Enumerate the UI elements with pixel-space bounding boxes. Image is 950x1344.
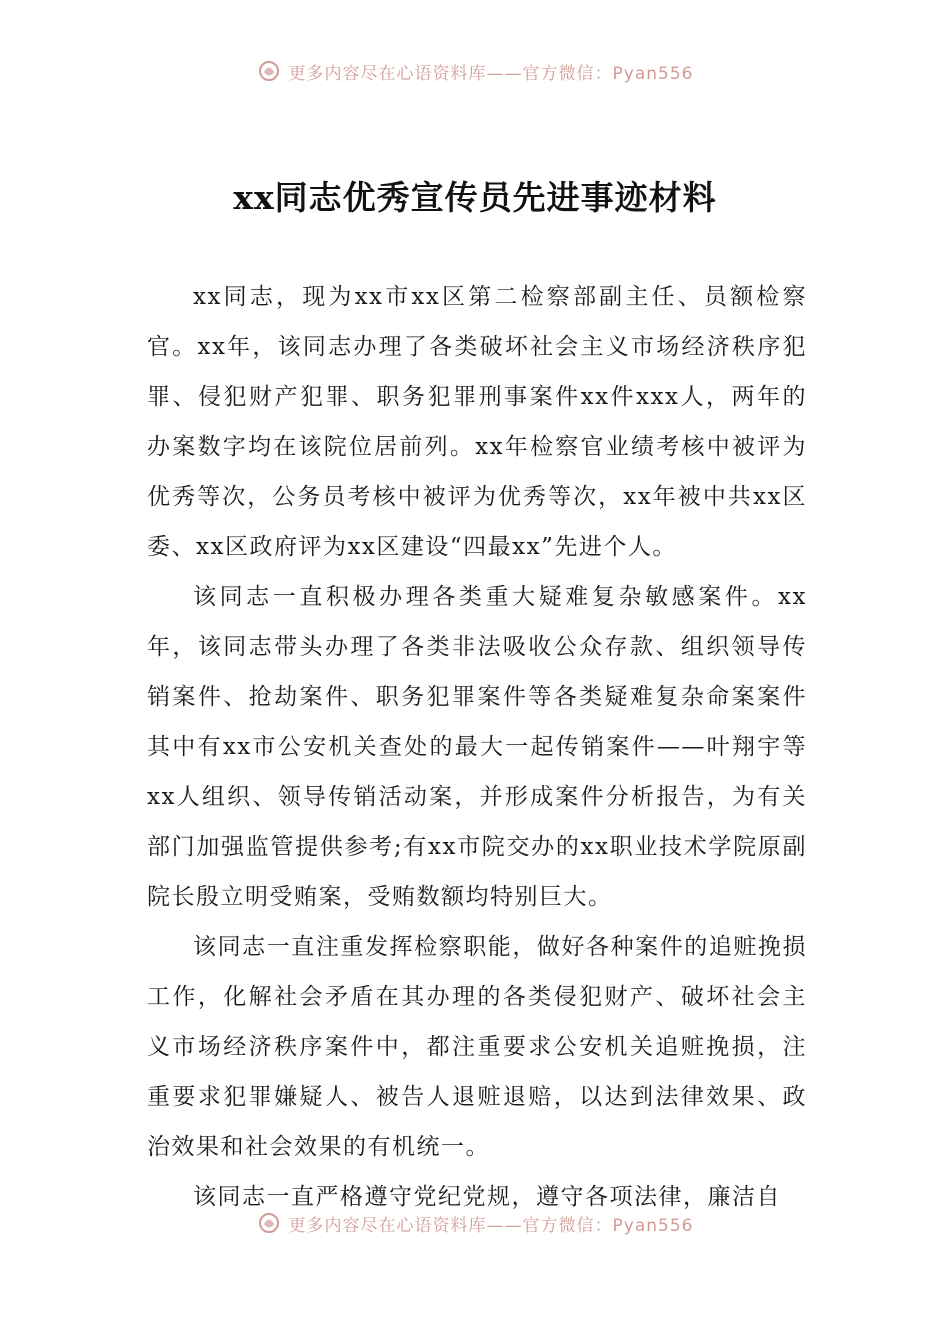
footer-watermark xyxy=(0,1208,950,1238)
document-body xyxy=(147,272,807,1222)
watermark-logo-icon xyxy=(257,59,281,83)
paragraph: 该同志一直严格遵守党纪党规，遵守各项法律，廉洁自 xyxy=(193,1184,781,1210)
paragraph: 该同志一直注重发挥检察职能，做好各种案件的追赃挽损工作，化解社会矛盾在其办理的各类侵犯财产、破坏社会主义市场经济秩序案件中，都注重要求公安机关追赃挽损，注重要求犯罪嫌疑人、被告人退赃退赔，以达到法律效果、政治效果和社会效果的有机统一。 xyxy=(147,934,807,1160)
document-title: xx同志优秀宣传员先进事迹材料 xyxy=(233,178,717,217)
watermark-text: 更多内容尽在心语资料库——官方微信：Pyan556 xyxy=(288,1215,694,1236)
watermark-text: 更多内容尽在心语资料库——官方微信：Pyan556 xyxy=(288,63,694,84)
paragraph: xx同志，现为xx市xx区第二检察部副主任、员额检察官。xx年，该同志办理了各类破坏社会主义市场经济秩序犯罪、侵犯财产犯罪、职务犯罪刑事案件xx件xxx人，两年的办案数字均在该院位居前列。xx年检察官业绩考核中被评为优秀等次，公务员考核中被评为优秀等次，xx年被中共xx区委、xx区政府评为xx区建设“四最xx”先进个人。 xyxy=(147,284,807,560)
header-watermark xyxy=(0,56,950,86)
paragraph: 该同志一直积极办理各类重大疑难复杂敏感案件。xx年，该同志带头办理了各类非法吸收公众存款、组织领导传销案件、抢劫案件、职务犯罪案件等各类疑难复杂命案案件其中有xx市公安机关查处的最大一起传销案件——叶翔宇等xx人组织、领导传销活动案，并形成案件分析报告，为有关部门加强监管提供参考;有xx市院交办的xx职业技术学院原副院长殷立明受贿案，受贿数额均特别巨大。 xyxy=(147,584,807,910)
watermark-logo-icon xyxy=(257,1211,281,1235)
